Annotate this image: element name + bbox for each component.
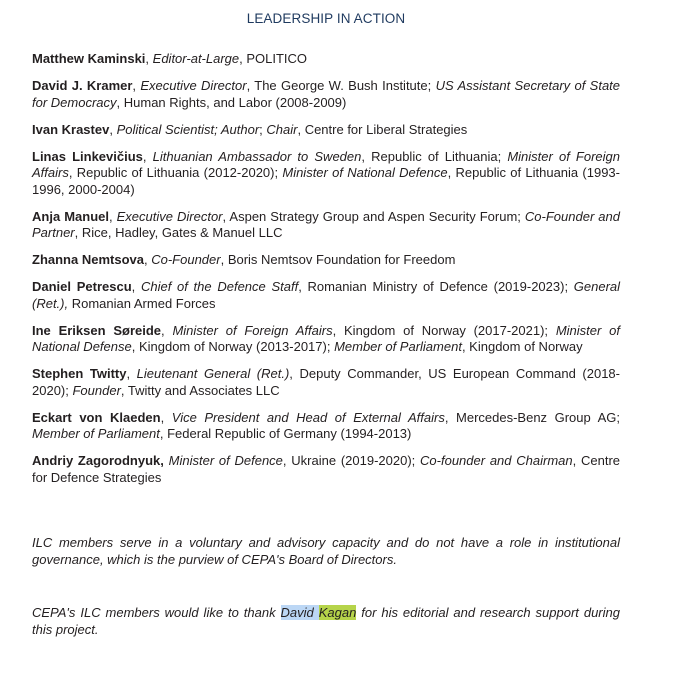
member-affiliation: , Human Rights, and Labor (2008-2009) xyxy=(116,94,347,110)
member-role: Co-founder and Chairman xyxy=(420,453,573,468)
member-name: Andriy Zagorodnyuk, xyxy=(32,453,164,468)
member-role: Editor-at-Large xyxy=(152,51,240,66)
member-role: Lieutenant General (Ret.) xyxy=(136,366,290,381)
member-name: Linas Linkevičius xyxy=(32,148,143,164)
member-name: Stephen Twitty xyxy=(32,366,127,381)
member-affiliation: , xyxy=(143,252,152,267)
member-affiliation: , Aspen Strategy Group and Aspen Security Forum; xyxy=(222,208,525,224)
member-affiliation: Romanian Armed Forces xyxy=(68,295,216,311)
member-affiliation: , Kingdom of Norway (2017-2021); xyxy=(332,322,556,338)
member-role: Minister of National Defence xyxy=(282,165,448,180)
acknowledgement-note xyxy=(32,605,620,638)
member-role: Executive Director xyxy=(116,208,223,224)
member-affiliation: , Centre for Liberal Strategies xyxy=(297,121,468,137)
member-role: Member of Parliament xyxy=(32,426,160,441)
member-role: Executive Director xyxy=(140,78,247,93)
acknowledgement-text-after: for his editorial and research support during this project. xyxy=(32,605,620,637)
member-affiliation: , Federal Republic of Germany (1994-2013) xyxy=(159,426,412,441)
member-affiliation: , xyxy=(132,78,141,93)
member-entry xyxy=(32,149,620,199)
member-affiliation: , xyxy=(109,121,117,137)
member-role: Minister of Foreign Affairs xyxy=(32,148,621,180)
member-entry xyxy=(32,453,620,486)
highlighted-first-name[interactable]: David xyxy=(280,605,314,620)
acknowledgement-text-before: CEPA's ILC members would like to thank xyxy=(32,605,281,620)
member-name: Ine Eriksen Søreide xyxy=(32,322,162,338)
member-entry xyxy=(32,279,620,312)
member-role: Minister of Defence xyxy=(168,453,283,468)
member-role: Minister of National Defense xyxy=(32,322,620,354)
member-affiliation: , xyxy=(131,279,141,294)
member-affiliation: , xyxy=(145,51,153,66)
member-role: Founder xyxy=(72,382,121,398)
member-entry xyxy=(32,78,620,111)
member-entry xyxy=(32,252,620,269)
highlighted-last-name[interactable]: Kagan xyxy=(318,605,357,620)
member-role: Minister of Foreign Affairs xyxy=(172,322,333,338)
member-role: Chief of the Defence Staff xyxy=(140,279,299,294)
member-name: Anja Manuel xyxy=(32,208,109,224)
member-role: Member of Parliament xyxy=(334,339,462,354)
member-affiliation: , Republic of Lithuania (2012-2020); xyxy=(68,165,283,180)
member-affiliation: , Mercedes-Benz Group AG; xyxy=(444,409,620,425)
member-affiliation: , xyxy=(142,148,153,164)
member-entry xyxy=(32,366,620,399)
member-affiliation: , Republic of Lithuania; xyxy=(361,148,508,164)
member-role: US Assistant Secretary of State for Democracy xyxy=(32,78,621,110)
member-affiliation: , xyxy=(161,322,173,338)
member-entry xyxy=(32,122,620,139)
member-role: Co-Founder xyxy=(151,252,221,267)
member-affiliation: , Kingdom of Norway xyxy=(461,339,583,354)
member-affiliation: , The George W. Bush Institute; xyxy=(246,78,436,93)
member-name: Daniel Petrescu xyxy=(32,279,132,294)
member-affiliation: , Twitty and Associates LLC xyxy=(120,382,280,398)
member-entry xyxy=(32,410,620,443)
governance-note: ILC members serve in a voluntary and advisory capacity and do not have a role in institutional governance, which is the purview of CEPA's Board of Directors. xyxy=(32,535,620,567)
member-role: Political Scientist; Author xyxy=(116,121,260,137)
member-affiliation: , Boris Nemtsov Foundation for Freedom xyxy=(220,252,456,267)
member-affiliation: , Centre for Defence Strategies xyxy=(32,453,621,485)
member-role: Vice President and Head of External Affairs xyxy=(171,409,445,425)
member-entry xyxy=(32,323,620,356)
member-affiliation: , POLITICO xyxy=(239,51,308,66)
member-affiliation: , Rice, Hadley, Gates & Manuel LLC xyxy=(74,225,283,240)
member-affiliation: ; xyxy=(259,121,267,137)
member-affiliation: , Republic of Lithuania (1993-1996, 2000-2004) xyxy=(32,165,620,197)
member-affiliation: , Kingdom of Norway (2013-2017); xyxy=(131,339,335,354)
member-affiliation: , xyxy=(160,409,172,425)
page-title: LEADERSHIP IN ACTION xyxy=(246,11,406,26)
member-list xyxy=(32,51,620,497)
member-name: David J. Kramer xyxy=(32,78,133,93)
member-affiliation: , Ukraine (2019-2020); xyxy=(282,453,421,468)
member-name: Eckart von Klaeden xyxy=(32,409,161,425)
highlighted-space xyxy=(314,605,319,620)
member-name: Zhanna Nemtsova xyxy=(32,252,144,267)
member-entry xyxy=(32,51,620,68)
member-name: Ivan Krastev xyxy=(32,121,110,137)
member-affiliation: , Deputy Commander, US European Command (2018-2020); xyxy=(32,366,620,398)
member-affiliation: , xyxy=(108,208,117,224)
member-role: Co-Founder and Partner xyxy=(32,208,620,240)
member-name: Matthew Kaminski xyxy=(32,51,146,66)
member-entry xyxy=(32,209,620,242)
member-role: General (Ret.), xyxy=(32,279,621,311)
member-affiliation: , Romanian Ministry of Defence (2019-2023); xyxy=(298,279,574,294)
member-role: Chair xyxy=(266,121,298,137)
member-affiliation: , xyxy=(126,366,137,381)
member-role: Lithuanian Ambassador to Sweden xyxy=(152,148,362,164)
